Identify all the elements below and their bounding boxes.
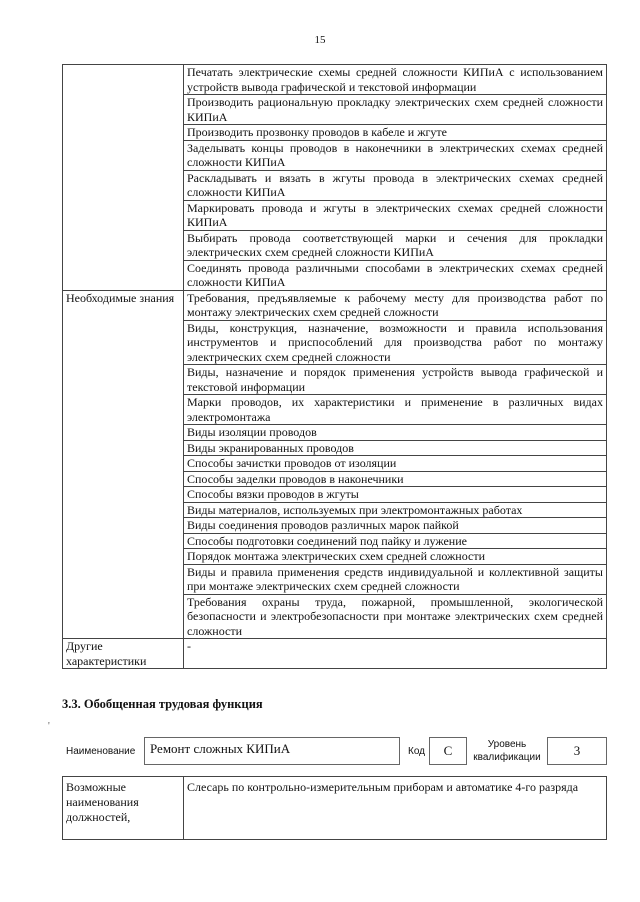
knowledge-cell: Виды материалов, используемых при электромонтажных работах <box>184 502 607 518</box>
knowledge-cell: Виды соединения проводов различных марок пайкой <box>184 518 607 534</box>
skill-cell: Соединять провода различными способами в электрических схемах средней сложности КИПиА <box>184 260 607 290</box>
knowledge-cell: Способы зачистки проводов от изоляции <box>184 456 607 472</box>
knowledge-cell: Марки проводов, их характеристики и применение в различных видах электромонтажа <box>184 395 607 425</box>
table-row <box>63 639 607 669</box>
positions-table <box>62 776 607 840</box>
skill-cell: Выбирать провода соответствующей марки и сечения для прокладки электрических схем средней сложности КИПиА <box>184 230 607 260</box>
positions-label: Возможные наименования должностей, <box>63 777 184 840</box>
positions-value: Слесарь по контрольно-измерительным приборам и автоматике 4-го разряда <box>184 777 607 840</box>
function-code-value: C <box>429 737 467 765</box>
skill-cell: Производить прозвонку проводов в кабеле и жгуте <box>184 125 607 141</box>
table-row <box>63 65 607 95</box>
knowledge-cell: Виды и правила применения средств индивидуальной и коллективной защиты при монтаже электрических схем средней сложности <box>184 564 607 594</box>
section-heading: 3.3. Обобщенная трудовая функция <box>62 697 263 711</box>
qualification-level-label: Уровень квалификации <box>473 739 541 763</box>
knowledge-cell: Способы подготовки соединений под пайку и лужение <box>184 533 607 549</box>
other-characteristics-label: Другие характеристики <box>63 639 184 669</box>
table-row <box>63 777 607 840</box>
knowledge-cell: Виды, конструкция, назначение, возможности и правила использования инструментов и приспособлений для производства работ по монтажу электрических схем средней сложности <box>184 320 607 365</box>
knowledge-cell: Порядок монтажа электрических схем средней сложности <box>184 549 607 565</box>
table-row <box>63 290 607 320</box>
knowledge-cell: Виды, назначение и порядок применения устройств вывода графической и текстовой информации <box>184 365 607 395</box>
function-name-value: Ремонт сложных КИПиА <box>144 737 400 765</box>
skill-cell: Раскладывать и вязать в жгуты провода в электрических схемах средней сложности КИПиА <box>184 170 607 200</box>
function-name-label: Наименование <box>66 746 136 757</box>
knowledge-cell: Виды изоляции проводов <box>184 425 607 441</box>
skill-cell: Печатать электрические схемы средней сложности КИПиА с использованием устройств вывода графической и текстовой информации <box>184 65 607 95</box>
function-header-row <box>62 736 607 770</box>
margin-mark: ' <box>48 721 50 732</box>
page-number: 15 <box>314 34 326 46</box>
knowledge-cell: Способы вязки проводов в жгуты <box>184 487 607 503</box>
skill-cell: Производить рациональную прокладку электрических схем средней сложности КИПиА <box>184 95 607 125</box>
other-characteristics-value: - <box>184 639 607 669</box>
skills-label-cell <box>63 65 184 291</box>
qualification-level-value: 3 <box>547 737 607 765</box>
requirements-table <box>62 64 607 669</box>
skill-cell: Заделывать концы проводов в наконечники в электрических схемах средней сложности КИПиА <box>184 140 607 170</box>
knowledge-cell: Виды экранированных проводов <box>184 440 607 456</box>
knowledge-cell: Требования охраны труда, пожарной, промышленной, экологической безопасности и электробезопасности при монтаже электрических схем средней сложности <box>184 594 607 639</box>
knowledge-cell: Способы заделки проводов в наконечники <box>184 471 607 487</box>
knowledge-label: Необходимые знания <box>63 290 184 639</box>
function-code-label: Код <box>408 746 426 757</box>
knowledge-cell: Требования, предъявляемые к рабочему месту для производства работ по монтажу электрических схем средней сложности <box>184 290 607 320</box>
skill-cell: Маркировать провода и жгуты в электрических схемах средней сложности КИПиА <box>184 200 607 230</box>
